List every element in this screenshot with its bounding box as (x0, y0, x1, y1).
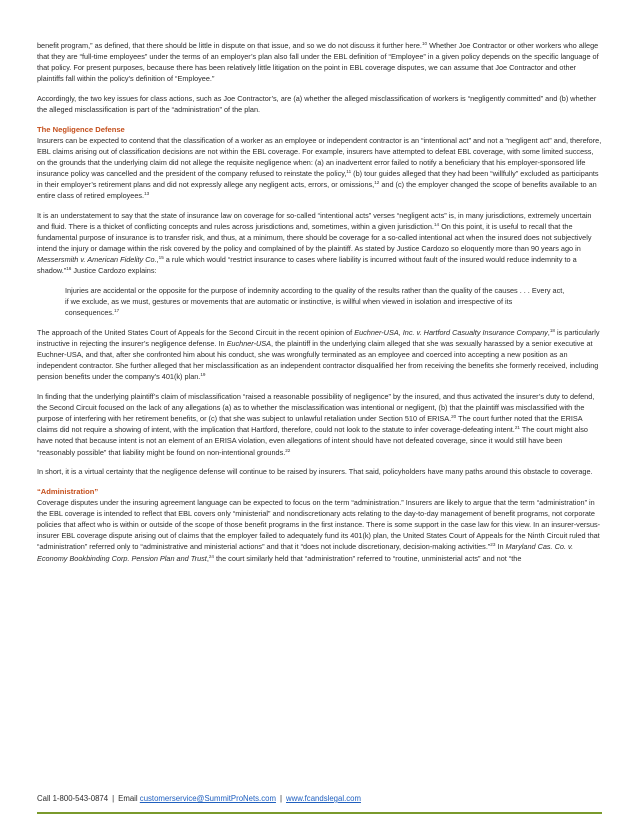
footer-email-link[interactable]: customerservice@SummitProNets.com (139, 794, 276, 803)
footnote-ref: 15 (158, 255, 164, 261)
footer-separator: | (279, 794, 282, 803)
case-citation: Euchner-USA (226, 339, 272, 349)
text-run: the court similarly held that “administration” referred to “routine, unministerial acts” and not “the (213, 553, 522, 563)
section-heading-administration: “Administration” (37, 486, 99, 496)
paragraph (37, 391, 602, 458)
footnote-ref: 18 (549, 328, 555, 334)
text-run: , (547, 328, 550, 338)
footnote-ref: 23 (490, 542, 496, 548)
text-run: On this point, it is useful to recall that the fundamental purpose of insurance is to transfer risk, and thus, at a minimum, there should be coverage for a so-called intentional act when the insured does not subjectively intend the injury or damage within the risk covered by the policy and complained of by the plaintiff. As stated by Justice Cardozo so eloquently more than 90 years ago in (37, 222, 592, 254)
footer-website-link[interactable]: www.fcandslegal.com (286, 794, 361, 803)
paragraph (37, 327, 602, 382)
text-run: Whether Joe Contractor or other workers who allege that they are “full-time employees” under the terms of an employer’s plan also fall under the EBL definition of “Employee” in a given policy depends on the specific language of that policy. For present purposes, because there has been relatively little litigation on the point in EBL coverage disputes, we can assume that Joe Contractor and other plaintiffs fall within the policy’s definition of “Employee.” (37, 41, 599, 84)
footnote-ref: 14 (433, 222, 440, 228)
footnote-ref: 16 (66, 266, 72, 272)
text-run: is particularly instructive in rejecting the insurer’s negligence defense. In (37, 328, 600, 349)
footnote-ref: 17 (114, 308, 120, 314)
paragraph (37, 497, 602, 564)
text-run: Justice Cardozo explains: (71, 266, 157, 276)
text-run: benefit program,” as defined, that there should be little in dispute on that issue, and so we do not discuss it further here. (37, 41, 422, 50)
paragraph (37, 40, 602, 84)
text-run: Insurers can be expected to contend that the classification of a worker as an employee or independent contractor is an “intentional act” and not a “negligent act” and, therefore, EBL claims arising out of classification decisions are not within the EBL coverage. For example, insurers have attempted to defeat EBL coverage, with some limited success, on the grounds that the underlying claim did not allege the requisite negligence when: (a) an inadvertent error failed to notify a beneficiary that his employer-sponsored life insurance policy was cancelled and the president of the company refused to reinstate the policy, (37, 135, 602, 179)
footnote-ref: 19 (200, 372, 206, 378)
text-run: The court might also have noted that because intent is not an element of an ERISA violation, even allegations of intent should have not defeated coverage, since it would still have been “reasonably possible” that liability might be found on non-intentional grounds. (37, 425, 588, 457)
footnote-ref: 11 (346, 169, 352, 175)
footnote-ref: 24 (208, 553, 214, 559)
text-run: a rule which would “restrict insurance to cases where liability is incurred without fault of the insured would reduce indemnity to a shadow.” (37, 255, 577, 276)
case-citation: Maryland Cas. Co. v. Economy Bookbinding Corp. Pension Plan and Trust (37, 542, 574, 563)
footnote-ref: 13 (144, 191, 150, 197)
page-footer (37, 793, 602, 805)
text-run: It is an understatement to say that the state of insurance law on coverage for so-called “intentional acts” verses “negligent acts” is, in many jurisdictions, extremely uncertain and fluid. There is a thicket of conflicting concepts and rules across jurisdictions and, sometimes, within a given jurisdiction. (37, 211, 592, 232)
text-run: , (156, 255, 159, 265)
block-quote (65, 285, 565, 318)
text-run: In (495, 542, 506, 552)
paragraph (37, 135, 602, 202)
footer-divider (37, 812, 602, 814)
footer-phone: Call 1-800-543-0874 (37, 794, 109, 803)
footnote-ref: 12 (374, 180, 380, 186)
section-heading-negligence-defense: The Negligence Defense (37, 124, 125, 134)
case-citation: Messersmith v. American Fidelity Co. (37, 255, 157, 265)
text-run: and (c) the employer changed the scope of benefits available to an entire class of retired employees. (37, 180, 597, 201)
article-body (37, 40, 602, 572)
text-run: (b) tour guides alleged that they had been “willfully” excluded as participants in their employer’s retirement plans and did not expressly allege any negligent acts, errors, or omissions, (37, 169, 599, 190)
footnote-ref: 20 (451, 414, 457, 420)
text-run: , the plaintiff in the underlying claim alleged that she was sexually harassed by a senior executive at Euchner-USA, and that, after she confronted him about his conduct, she was wrongfully terminated as an employee and coerced into accepting a new position as an independent contractor. She further alleged that her misclassification as an independent contractor disqualified her from receiving the benefits she formerly received, including pension benefits under the company’s 401(k) plan. (37, 339, 599, 382)
footnote-ref: 21 (514, 425, 520, 431)
paragraph (37, 210, 602, 277)
paragraph (37, 466, 602, 477)
text-run: Coverage disputes under the insuring agreement language can be expected to focus on the term “administration.” Insurers are likely to argue that the term “administration” in the EBL coverage is intended to reflect that EBL covers only “ministerial” and nondiscretionary acts relating to the day-to-day management of benefit programs, not corporate policies that affect who is within or outside of the scope of those benefit programs in the first instance. There is some support in the case law for this view. In an insurer-versus-insurer EBL coverage dispute arising out of claims that the employer failed to adequately fund its 401(k) plan, the United States Court of Appeals for the Ninth Circuit ruled that “administration” referred only to “administrative and ministerial actions” and that it “does not include discretionary, decision-making activities.” (37, 498, 601, 552)
footnote-ref: 10 (421, 41, 428, 46)
text-run: In finding that the underlying plaintiff’s claim of misclassification “raised a reasonable possibility of negligence” by the insured, and thus activated the insurer’s duty to defend, the Second Circuit focused on the lack of any allegations (a) as to whether the misclassification was intentional or negligent, (b) that the plaintiff was misclassified with the purpose of interfering with her retirement benefits, or (c) that she was subject to unlawful retaliation under Section 510 of ERISA. (37, 392, 595, 424)
text-run: Injuries are accidental or the opposite for the purpose of indemnity according to the quality of the results rather than the quality of the causes . . . Every act, if we exclude, as we must, gestures or movements that are automatic or instinctive, is willful when viewed in isolation and irrespective of its consequences. (65, 286, 565, 318)
text-run: The approach of the United States Court of Appeals for the Second Circuit in the recent opinion of (37, 328, 355, 338)
text-run: Accordingly, the two key issues for class actions, such as Joe Contractor’s, are (a) whether the alleged misclassification of workers is “negligently committed” and (b) whether the alleged misclassification is part of the “administration” of the plan. (37, 93, 597, 115)
footnote-ref: 22 (285, 447, 291, 453)
footer-email-label: Email (118, 794, 138, 803)
paragraph (37, 93, 602, 115)
text-run: In short, it is a virtual certainty that the negligence defense will continue to be raised by insurers. That said, policyholders have many paths around this obstacle to coverage. (37, 467, 593, 477)
case-citation: Euchner-USA, Inc. v. Hartford Casualty Insurance Company (354, 328, 548, 338)
footer-separator: | (112, 794, 115, 803)
text-run: The court further noted that the ERISA claims did not require a showing of intent, with the implication that Hartford, therefore, could not look to the statute to infer coverage-defeating intent. (37, 414, 583, 435)
text-run: , (206, 553, 209, 563)
